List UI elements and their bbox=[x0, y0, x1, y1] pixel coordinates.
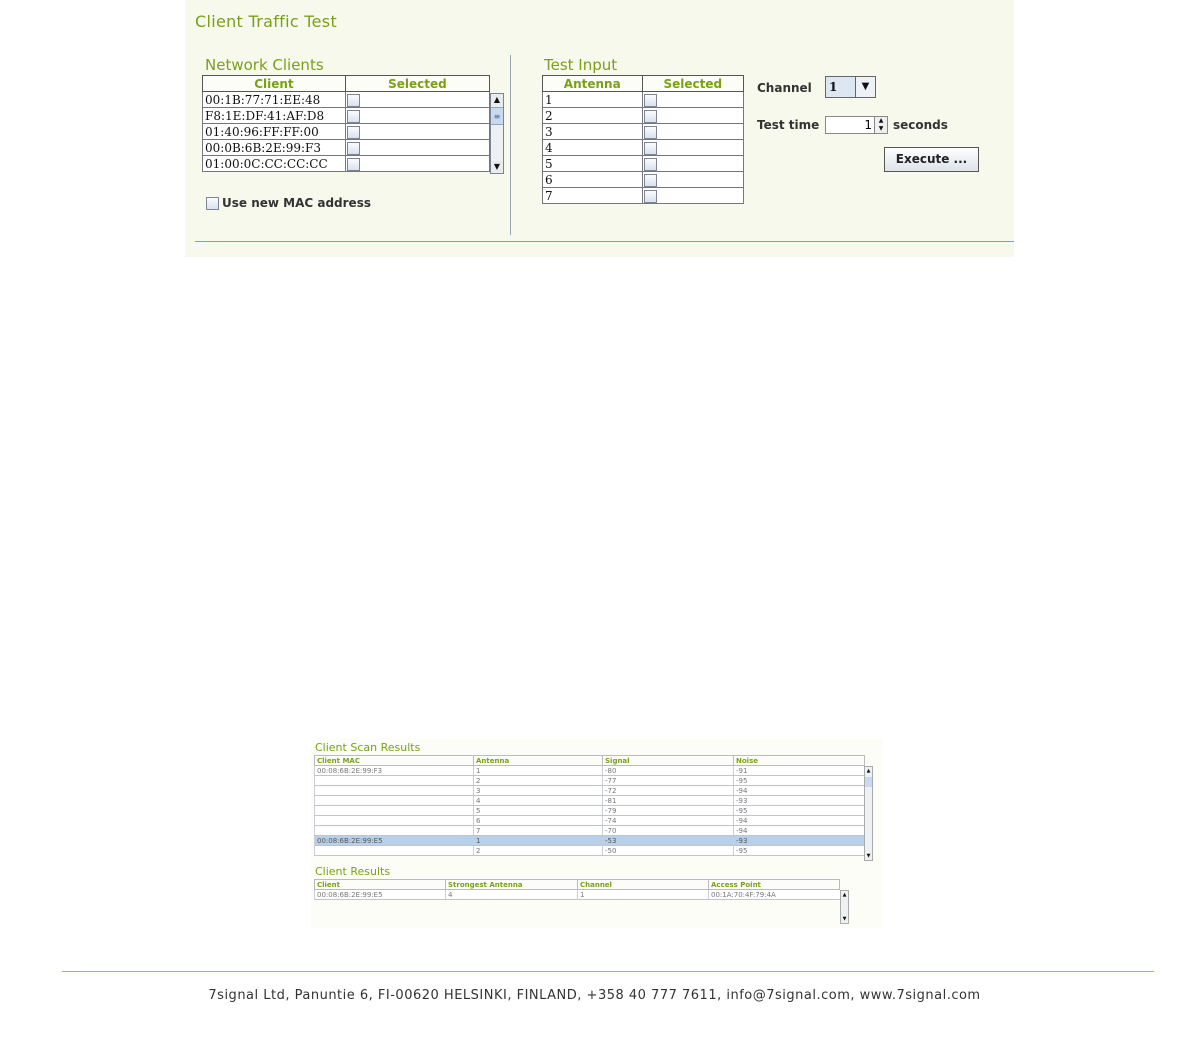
selected-checkbox[interactable] bbox=[644, 94, 657, 107]
result-client-cell: 00:08:6B:2E:99:E5 bbox=[315, 890, 446, 900]
column-header-antenna[interactable]: Antenna bbox=[543, 76, 643, 92]
results-screenshot bbox=[311, 738, 883, 928]
scan-noise-cell: -94 bbox=[734, 786, 865, 796]
table-row[interactable] bbox=[543, 92, 744, 108]
scan-noise-cell: -91 bbox=[734, 766, 865, 776]
network-clients-title: Network Clients bbox=[205, 56, 324, 74]
scan-signal-cell: -70 bbox=[603, 826, 734, 836]
table-row[interactable] bbox=[203, 108, 490, 124]
table-row[interactable] bbox=[315, 890, 840, 900]
selected-cell[interactable] bbox=[642, 124, 744, 140]
selected-checkbox[interactable] bbox=[347, 126, 360, 139]
scan-signal-cell: -79 bbox=[603, 806, 734, 816]
scan-results-scrollbar[interactable] bbox=[864, 766, 873, 861]
table-row[interactable] bbox=[315, 766, 865, 776]
clients-scrollbar[interactable] bbox=[490, 93, 504, 174]
scan-mac-cell bbox=[315, 776, 474, 786]
selected-checkbox[interactable] bbox=[347, 94, 360, 107]
scroll-thumb[interactable] bbox=[865, 777, 872, 787]
scan-mac-cell bbox=[315, 786, 474, 796]
use-new-mac-label: Use new MAC address bbox=[222, 196, 371, 210]
scan-antenna-cell: 2 bbox=[474, 776, 603, 786]
scan-antenna-cell: 2 bbox=[474, 846, 603, 856]
antenna-cell[interactable]: 1 bbox=[543, 92, 643, 108]
client-mac-cell[interactable]: 00:0B:6B:2E:99:F3 bbox=[203, 140, 346, 156]
antenna-cell[interactable]: 6 bbox=[543, 172, 643, 188]
channel-value: 1 bbox=[829, 80, 838, 94]
network-clients-table-wrap bbox=[202, 75, 490, 175]
table-row[interactable] bbox=[203, 140, 490, 156]
scan-noise-cell: -95 bbox=[734, 846, 865, 856]
client-results-table bbox=[314, 879, 840, 900]
column-header-client-mac[interactable]: Client MAC bbox=[315, 756, 474, 766]
table-row[interactable] bbox=[543, 108, 744, 124]
column-header-antenna[interactable]: Antenna bbox=[474, 756, 603, 766]
spin-down-icon[interactable]: ▼ bbox=[878, 125, 884, 132]
scroll-down-icon[interactable]: ▼ bbox=[866, 853, 871, 859]
scan-antenna-cell: 4 bbox=[474, 796, 603, 806]
table-row[interactable] bbox=[543, 156, 744, 172]
selected-checkbox[interactable] bbox=[347, 110, 360, 123]
scroll-up-icon[interactable]: ▲ bbox=[491, 94, 503, 106]
vertical-divider bbox=[510, 55, 511, 235]
scan-antenna-cell: 6 bbox=[474, 816, 603, 826]
test-input-title: Test Input bbox=[544, 56, 618, 74]
selected-checkbox[interactable] bbox=[644, 126, 657, 139]
table-row[interactable] bbox=[543, 140, 744, 156]
footer-contact-text: 7signal Ltd, Panuntie 6, FI-00620 HELSINKI, FINLAND, +358 40 777 7611, info@7signal.com, www.7signal.com bbox=[208, 988, 981, 1003]
scan-noise-cell: -95 bbox=[734, 806, 865, 816]
table-row[interactable] bbox=[315, 826, 865, 836]
scan-antenna-cell: 1 bbox=[474, 836, 603, 846]
scan-mac-cell bbox=[315, 846, 474, 856]
execute-button[interactable]: Execute ... bbox=[884, 147, 979, 172]
test-time-input[interactable] bbox=[825, 116, 875, 134]
table-row[interactable] bbox=[543, 124, 744, 140]
chevron-down-icon[interactable]: ▼ bbox=[855, 77, 875, 97]
use-new-mac-option[interactable] bbox=[206, 196, 371, 210]
scan-signal-cell: -72 bbox=[603, 786, 734, 796]
table-row[interactable] bbox=[543, 172, 744, 188]
column-header-selected[interactable]: Selected bbox=[345, 76, 489, 92]
table-row[interactable] bbox=[543, 188, 744, 204]
antenna-table bbox=[542, 75, 744, 204]
result-ap-cell: 00:1A:70:4F:79:4A bbox=[709, 890, 840, 900]
channel-select[interactable] bbox=[825, 76, 876, 98]
table-row[interactable] bbox=[315, 776, 865, 786]
antenna-cell[interactable]: 3 bbox=[543, 124, 643, 140]
scan-signal-cell: -77 bbox=[603, 776, 734, 786]
table-row[interactable] bbox=[203, 124, 490, 140]
scan-antenna-cell: 5 bbox=[474, 806, 603, 816]
scan-antenna-cell: 7 bbox=[474, 826, 603, 836]
scan-mac-cell: 00:08:6B:2E:99:F3 bbox=[315, 766, 474, 776]
selected-cell[interactable] bbox=[642, 172, 744, 188]
scroll-up-icon[interactable]: ▲ bbox=[842, 892, 847, 898]
scan-antenna-cell: 1 bbox=[474, 766, 603, 776]
use-new-mac-checkbox[interactable] bbox=[206, 197, 219, 210]
scroll-down-icon[interactable]: ▼ bbox=[491, 161, 503, 173]
selected-checkbox[interactable] bbox=[644, 142, 657, 155]
selected-checkbox[interactable] bbox=[347, 142, 360, 155]
selected-checkbox[interactable] bbox=[644, 174, 657, 187]
test-time-spinner[interactable] bbox=[825, 116, 889, 134]
scan-noise-cell: -94 bbox=[734, 816, 865, 826]
result-channel-cell: 1 bbox=[578, 890, 709, 900]
selected-cell[interactable] bbox=[345, 156, 489, 172]
column-header-access-point[interactable]: Access Point bbox=[709, 880, 840, 890]
client-mac-cell[interactable]: 00:1B:77:71:EE:48 bbox=[203, 92, 346, 108]
scan-signal-cell: -81 bbox=[603, 796, 734, 806]
selected-cell[interactable] bbox=[345, 92, 489, 108]
client-mac-cell[interactable]: 01:00:0C:CC:CC:CC bbox=[203, 156, 346, 172]
scan-noise-cell: -95 bbox=[734, 776, 865, 786]
column-header-selected[interactable]: Selected bbox=[642, 76, 744, 92]
selected-checkbox[interactable] bbox=[644, 190, 657, 203]
scroll-thumb[interactable]: ≡ bbox=[491, 107, 503, 125]
panel-title: Client Traffic Test bbox=[195, 12, 338, 31]
result-antenna-cell: 4 bbox=[446, 890, 578, 900]
client-traffic-test-panel bbox=[185, 0, 1014, 257]
table-row[interactable] bbox=[315, 846, 865, 856]
selected-cell[interactable] bbox=[642, 156, 744, 172]
selected-cell[interactable] bbox=[345, 140, 489, 156]
scan-signal-cell: -74 bbox=[603, 816, 734, 826]
selected-checkbox[interactable] bbox=[347, 158, 360, 171]
selected-cell[interactable] bbox=[345, 108, 489, 124]
scroll-up-icon[interactable]: ▲ bbox=[866, 768, 871, 774]
panel-bottom-divider bbox=[195, 241, 1014, 242]
scan-antenna-cell: 3 bbox=[474, 786, 603, 796]
scan-results-table bbox=[314, 755, 865, 856]
test-time-label: Test time bbox=[757, 118, 820, 132]
selected-checkbox[interactable] bbox=[644, 110, 657, 123]
scan-mac-cell bbox=[315, 796, 474, 806]
selected-cell[interactable] bbox=[642, 108, 744, 124]
scan-noise-cell: -93 bbox=[734, 796, 865, 806]
table-row[interactable] bbox=[315, 796, 865, 806]
table-row[interactable] bbox=[315, 836, 865, 846]
column-header-signal[interactable]: Signal bbox=[603, 756, 734, 766]
table-row[interactable] bbox=[315, 806, 865, 816]
antenna-cell[interactable]: 4 bbox=[543, 140, 643, 156]
selected-cell[interactable] bbox=[642, 92, 744, 108]
scan-signal-cell: -80 bbox=[603, 766, 734, 776]
scan-mac-cell bbox=[315, 806, 474, 816]
column-header-channel[interactable]: Channel bbox=[578, 880, 709, 890]
scan-mac-cell: 00:08:6B:2E:99:E5 bbox=[315, 836, 474, 846]
client-mac-cell[interactable]: 01:40:96:FF:FF:00 bbox=[203, 124, 346, 140]
scan-noise-cell: -94 bbox=[734, 826, 865, 836]
scan-noise-cell: -93 bbox=[734, 836, 865, 846]
footer-divider bbox=[62, 971, 1154, 972]
spin-up-icon[interactable]: ▲ bbox=[878, 117, 884, 124]
antenna-cell[interactable]: 5 bbox=[543, 156, 643, 172]
client-results-title: Client Results bbox=[315, 865, 391, 878]
scroll-down-icon[interactable]: ▼ bbox=[842, 916, 847, 922]
scan-signal-cell: -50 bbox=[603, 846, 734, 856]
client-scan-results-title: Client Scan Results bbox=[315, 741, 421, 754]
table-row[interactable] bbox=[315, 816, 865, 826]
column-header-strongest-antenna[interactable]: Strongest Antenna bbox=[446, 880, 578, 890]
channel-label: Channel bbox=[757, 81, 812, 95]
column-header-client[interactable]: Client bbox=[315, 880, 446, 890]
selected-cell[interactable] bbox=[345, 124, 489, 140]
selected-cell[interactable] bbox=[642, 188, 744, 204]
spin-buttons[interactable] bbox=[874, 116, 888, 134]
antenna-cell[interactable]: 2 bbox=[543, 108, 643, 124]
table-row[interactable] bbox=[203, 92, 490, 108]
seconds-label: seconds bbox=[893, 118, 948, 132]
column-header-client[interactable]: Client bbox=[203, 76, 346, 92]
selected-checkbox[interactable] bbox=[644, 158, 657, 171]
selected-cell[interactable] bbox=[642, 140, 744, 156]
scan-mac-cell bbox=[315, 826, 474, 836]
network-clients-table bbox=[202, 75, 490, 172]
table-row[interactable] bbox=[203, 156, 490, 172]
table-row[interactable] bbox=[315, 786, 865, 796]
antenna-cell[interactable]: 7 bbox=[543, 188, 643, 204]
client-mac-cell[interactable]: F8:1E:DF:41:AF:D8 bbox=[203, 108, 346, 124]
column-header-noise[interactable]: Noise bbox=[734, 756, 865, 766]
scan-signal-cell: -53 bbox=[603, 836, 734, 846]
client-results-scrollbar[interactable] bbox=[840, 890, 849, 924]
scan-mac-cell bbox=[315, 816, 474, 826]
